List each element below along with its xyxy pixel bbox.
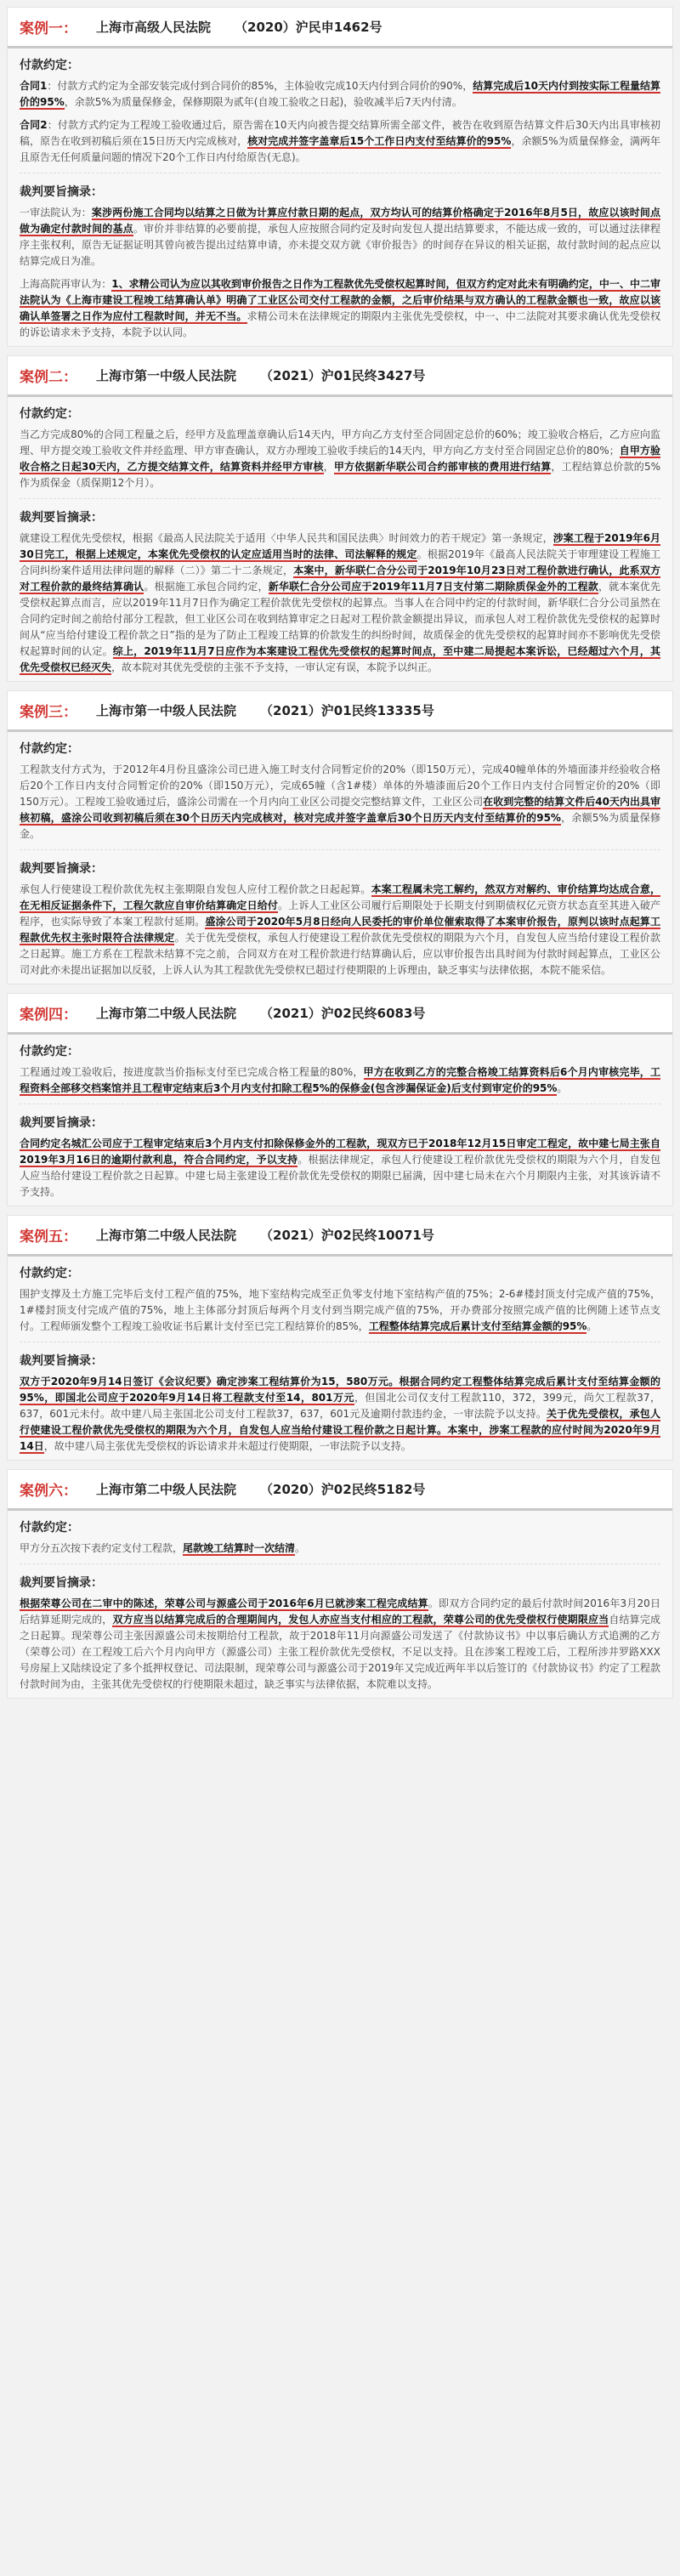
- text-segment: ，故本院对其优先受偿的主张不予支持，一审认定有误，本院予以纠正。: [111, 661, 439, 673]
- case-label: 案例六：: [20, 1483, 77, 1500]
- ruling-paragraph: [8, 203, 672, 275]
- text-segment: 工程通过竣工验收后，按进度款当价指标支付至已完成合格工程量的80%，: [20, 1066, 364, 1078]
- highlighted-text: 双方应当以结算完成后的合理期间内，发包人亦应当支付相应的工程款，荣尊公司的优先受偿权行使期限应当: [112, 1614, 609, 1626]
- case-label: 案例二：: [20, 369, 77, 386]
- ruling-section-title: 裁判要旨摘录：: [20, 862, 103, 876]
- highlighted-text: 根据荣尊公司在二审中的陈述，荣尊公司与源盛公司于2016年6月已就涉案工程完成结算: [20, 1597, 428, 1609]
- highlighted-text: 1、求精公司认为应以其收到审价报告之日作为工程款优先受偿权起算时间，但双方约定对此未有明确约定，中一、中二审法院认为《上海市建设工程竣工结算确认单》明确了工业区公司交付工程款的金额，之后审价结果与双方确认的工程款金额也一致，故应以该确认单签署之日作为应付工程款时间，并无不当。: [20, 278, 660, 322]
- section-divider: [20, 1563, 660, 1564]
- payment-section-title: 付款约定：: [20, 407, 79, 421]
- payment-section-title: 付款约定：: [20, 742, 79, 756]
- court-name: 上海市第一中级人民法院: [96, 703, 237, 718]
- payment-section-title: 付款约定：: [20, 1045, 79, 1058]
- text-segment: 上海高院再审认为：: [20, 278, 112, 290]
- text-segment: ，但国北公司仅支付工程款110，372，399元，尚欠工程款37，637，601元未付。故中建八局主张国北公司支付工程款37，637，601元及逾期付款违约金，一审法院予以支持。: [20, 1392, 660, 1420]
- ruling-paragraph: [8, 1594, 672, 1698]
- text-segment: ，余款5%为质量保修金，保修期限为贰年(自竣工验收之日起)，验收减半后7天内付清。: [64, 96, 462, 108]
- ruling-paragraph: [8, 880, 672, 984]
- ruling-section-title: 裁判要旨摘录：: [20, 1116, 103, 1130]
- payment-paragraph: [8, 1539, 672, 1562]
- highlighted-text: 在收到完整的结算文件后40天内出具审核初稿，盛涂公司收到初稿后须在30个日历天内完成核对，核对完成并签字盖章后30个日历天内支付至结算价的95%: [20, 796, 660, 824]
- text-segment: 。关于优先受偿权，承包人行使建设工程价款优先受偿权的期限为六个月，自发包人应当给付建设工程价款之日起算。施工方系在工程款未结算不完之前，合同双方在对工程价款进行结算确认后，应以审价报告出具时间为付款时间起算点，工业区公司对此亦未提出证据加以反驳，上诉人认为其工程款优先受偿权已超过行使期限的上诉理由，缺乏事实与法律依据，本院不能采信。: [20, 932, 660, 976]
- payment-paragraph: [8, 425, 672, 496]
- case-list: [0, 7, 680, 1699]
- highlighted-text: 综上，2019年11月7日应作为本案建设工程优先受偿权的起算时间点，至中建二局提起本案诉讼，已经超过六个月，其优先受偿权已经灭失: [20, 645, 660, 673]
- highlighted-text: 涉案工程于2019年6月30日完工，根据上述规定，本案优先受偿权的认定应适用当时的法律、司法解释的规定: [20, 532, 661, 560]
- payment-section-title: 付款约定：: [20, 59, 79, 72]
- text-segment: 当乙方完成80%的合同工程量之后，经甲方及监理盖章确认后14天内，甲方向乙方支付至合同固定总价的60%；竣工验收合格后，乙方应向监理、甲方提交竣工验收文件并经监理、甲方审查确认，双方办理竣工验收手续后的14天内，甲方向乙方支付至合同固定总价的80%；: [20, 428, 660, 457]
- text-segment: 求精公司未在法律规定的期限内主张优先受偿权，中一、中二法院对其要求确认优先受偿权的诉讼请求未予支持，本院予以认同。: [20, 310, 660, 338]
- payment-paragraph: [8, 1285, 672, 1340]
- payment-section-title: 付款约定：: [20, 1521, 79, 1535]
- highlighted-text: 核对完成并签字盖章后15个工作日内支付至结算价的95%: [247, 135, 512, 147]
- text-segment: 承包人行使建设工程价款优先权主张期限自发包人应付工程价款之日起起算。: [20, 883, 371, 895]
- text-segment: 围护支撑及土方施工完毕后支付工程产值的75%，地下室结构完成至正负零支付地下室结构产值的75%；2-6#楼封顶支付完成产值的75%，1#楼封顶支付完成产值的75%，地上主体部分封顶后每两个月支付到当期完成产值的75%，开办费部分按照完成产值的比例随上述节点支付。工程师颁发整个工程竣工验收证书后累计支付至已完工程结算价的85%，: [20, 1288, 660, 1332]
- highlighted-text: 工程整体结算完成后累计支付至结算金额的95%: [368, 1320, 587, 1332]
- case-card: [7, 690, 673, 984]
- case-label: 案例三：: [20, 704, 77, 721]
- text-segment: ，: [323, 461, 334, 473]
- text-segment: ，余额5%为质量保修金。: [20, 812, 660, 840]
- case-header: [8, 8, 672, 48]
- case-header: [8, 994, 672, 1035]
- highlighted-text: 合同约定名城汇公司应于工程审定结束后3个月内支付扣除保修金外的工程款，现双方已于2018年12月15日审定工程定，故中建七局主张自2019年3月16日的逾期付款利息，符合合同约定，予以支持: [20, 1138, 660, 1166]
- text-segment: 。根据法律规定，承包人行使建设工程价款优先受偿权的期限为六个月，自发包人应当给付建设工程价款之日起算。中建七局主张建设工程价款优先受偿权的期限已届满，因中建七局未在六个月期限内主张，对其该诉请不予支持。: [20, 1154, 660, 1198]
- case-label: 案例一：: [20, 20, 77, 37]
- case-card: [7, 1215, 673, 1461]
- case-number: （2021）沪02民终6083号: [260, 1006, 426, 1021]
- highlighted-text: 关于优先受偿权，承包人行使建设工程价款优先受偿权的期限为六个月，自发包人应当给付建设工程价款之日起计算。本案中，涉案工程款的应付时间为2020年9月14日: [20, 1408, 660, 1452]
- highlighted-text: 盛涂公司于2020年5月8日经向人民委托的审价单位催索取得了本案审价报告，原判以该时点起算工程款优先权主张时限符合法律规定: [20, 916, 660, 944]
- text-segment: ：付款方式约定为全部安装完成付到合同价的85%，主体验收完成10天内付到合同价的90%，: [47, 80, 473, 92]
- highlighted-text: 尾款竣工结算时一次结清: [183, 1542, 296, 1554]
- text-segment: 。: [295, 1542, 306, 1554]
- ruling-paragraph: [8, 1372, 672, 1460]
- highlighted-text: 甲方依据新华联公司合约部审核的费用进行结算: [333, 461, 552, 473]
- court-name: 上海市第二中级人民法院: [96, 1482, 237, 1497]
- payment-paragraph: [8, 1063, 672, 1102]
- ruling-paragraph: [8, 275, 672, 346]
- text-segment: 。根据2019年《最高人民法院关于审理建设工程施工合同纠纷案件适用法律问题的解释（二）》第二十二条规定，: [20, 548, 661, 576]
- case-header: [8, 1470, 672, 1511]
- case-card: [7, 993, 673, 1206]
- payment-paragraph: [8, 760, 672, 848]
- court-name: 上海市高级人民法院: [96, 20, 212, 35]
- case-label: 案例五：: [20, 1228, 77, 1245]
- ruling-section-title: 裁判要旨摘录：: [20, 1354, 103, 1368]
- case-header: [8, 356, 672, 397]
- text-segment: ，就本案优先受偿权起算点而言，应以2019年11月7日作为确定工程价款优先受偿权的起算点。当事人在合同中约定的付款时间，新华联仁合分公司虽然在合同约定时间之前给付部分工程款，但工业区公司在收到结算审定之日起对工程价款金额提出异议，而承包人对工程价款优先受偿权的起算时间从“应当给付建设工程价款之日”指的是为了防止工程竣工结算的价款发生的纠纷时间，故质保金的优先受偿权的起算时间亦不影响优先受偿权起算时间的认定。: [20, 581, 660, 657]
- highlighted-text: 双方于2020年9月14日签订《会议纪要》确定涉案工程结算价为15，580万元。根据合同约定工程整体结算完成后累计支付至结算金额的95%，即国北公司应于2020年9月14日将工程款支付至14，801万元: [20, 1376, 660, 1404]
- case-card: [7, 1469, 673, 1699]
- section-divider: [20, 849, 660, 850]
- text-segment: 合同1: [20, 80, 48, 92]
- case-card: [7, 355, 673, 682]
- payment-paragraph: [8, 77, 672, 116]
- text-segment: 。审价并非结算的必要前提，承包人应按照合同约定及时向发包人提出结算要求，不能达成一致的，可以通过法律程序主张权利，原告无证据证明其曾向被告提出过结算申请，亦未提交双方就《审价报告》的时间存在异议的相关证据，故付款时间的起点应以结算完成日为准。: [20, 223, 660, 267]
- case-card: [7, 7, 673, 347]
- ruling-paragraph: [8, 529, 672, 681]
- text-segment: ，余额5%为质量保修金，满两年且原告无任何质量问题的情况下20个工作日内付给原告(无息)。: [20, 135, 660, 163]
- text-segment: 。根据施工承包合同约定，: [144, 581, 269, 593]
- court-name: 上海市第二中级人民法院: [96, 1228, 237, 1243]
- highlighted-text: 新华联仁合分公司应于2019年11月7日支付第二期除质保金外的工程款: [268, 581, 598, 593]
- highlighted-text: 甲方在收到乙方的完整合格竣工结算资料后6个月内审核完毕，工程资料全部移交档案馆并且工程审定结束后3个月内支付扣除工程5%的保修金(包含涉漏保证金)后支付到审定价的95%: [20, 1066, 660, 1094]
- text-segment: ，故中建八局主张优先受偿权的诉讼请求并未超过行使期限，一审法院予以支持。: [43, 1440, 411, 1452]
- payment-paragraph: [8, 116, 672, 171]
- case-number: （2021）沪01民终3427号: [260, 368, 426, 383]
- text-segment: 工程款支付方式为，于2012年4月份且盛涂公司已进入施工时支付合同暂定价的20%（即150万元），完成40幢单体的外墙面漆并经验收合格后20个工作日内支付合同暂定价的20%（即150万元），完成65幢（含1#楼）单体的外墙漆面后20个工作日内支付合同暂定价的20%（即150万元）。工程竣工验收通过后，盛涂公司需在一个月内向工业区公司提交完整结算文件，工业区公司: [20, 763, 660, 808]
- text-segment: 合同2: [20, 119, 48, 131]
- case-number: （2021）沪01民终13335号: [260, 703, 434, 718]
- text-segment: 。: [557, 1082, 568, 1094]
- text-segment: 。: [586, 1320, 598, 1332]
- text-segment: 甲方分五次按下表约定支付工程款，: [20, 1542, 184, 1554]
- text-segment: 。上诉人工业区公司履行后期限处于长期支付到期债权亿元资方状态直至其进入破产程序，也实际导致了本案工程款付延期。: [20, 899, 660, 928]
- ruling-paragraph: [8, 1134, 672, 1206]
- case-number: （2021）沪02民终10071号: [260, 1228, 434, 1243]
- case-header: [8, 691, 672, 732]
- highlighted-text: 本案工程属未完工解约，然双方对解约、审价结算均达成合意，在无相反证据条件下，工程欠款应自审价结算确定日给付: [20, 883, 660, 911]
- highlighted-text: 自甲方验收合格之日起30天内，乙方提交结算文件，结算资料并经甲方审核: [20, 445, 660, 473]
- highlighted-text: 本案中，新华联仁合分公司于2019年10月23日对工程价款进行确认，此系双方对工程价款的最终结算确认: [20, 565, 660, 593]
- ruling-section-title: 裁判要旨摘录：: [20, 511, 103, 525]
- ruling-section-title: 裁判要旨摘录：: [20, 1576, 103, 1590]
- ruling-section-title: 裁判要旨摘录：: [20, 185, 103, 199]
- highlighted-text: 案涉两份施工合同均以结算之日做为计算应付款日期的起点，双方均认可的结算价格确定于2016年8月5日，故应以该时间点做为确定付款时间的基点: [20, 207, 660, 235]
- payment-section-title: 付款约定：: [20, 1267, 79, 1280]
- highlighted-text: 结算完成后10天内付到按实际工程量结算价的95%: [20, 80, 661, 108]
- case-number: （2020）沪民申1462号: [235, 20, 382, 35]
- court-name: 上海市第二中级人民法院: [96, 1006, 237, 1021]
- court-name: 上海市第一中级人民法院: [96, 368, 237, 383]
- case-header: [8, 1216, 672, 1257]
- case-number: （2020）沪02民终5182号: [260, 1482, 426, 1497]
- text-segment: 自结算完成之日起算。现荣尊公司主张因源盛公司未按期给付工程款，故于2018年11月向源盛公司发送了《付款协议书》中以事后确认方式追溯的乙方（荣尊公司）在工程竣工后六个月内向甲方（源盛公司）主张工程价款优先受偿权，不足以支持。且在涉案工程竣工后，工程所涉井罗路XXX号房屋上又陆续设定了多个抵押权登记、司法限制，现荣尊公司与源盛公司于2019年又完成近两年半以后签订的《付款协议书》约定了工程款付款时间为由，主张其优先受偿权的行使期限未超过，缺乏事实与法律依据，本院难以支持。: [20, 1614, 660, 1690]
- text-segment: 。即双方合同约定的最后付款时间2016年3月20日后结算延期完成的，: [20, 1597, 660, 1626]
- case-label: 案例四：: [20, 1007, 77, 1024]
- text-segment: 就建设工程优先受偿权，根据《最高人民法院关于适用〈中华人民共和国民法典〉时间效力的若干规定》第一条规定，: [20, 532, 553, 544]
- text-segment: 一审法院认为：: [20, 207, 92, 218]
- section-divider: [20, 498, 660, 499]
- text-segment: ，工程结算总价款的5%作为质保金（质保期12个月）。: [20, 461, 660, 489]
- text-segment: ：付款方式约定为工程竣工验收通过后，原告需在10天内向被告提交结算所需全部文件，被告在收到原告结算文件后30天内出具审核初稿，原告在收到初稿后须在15日历天内完成核对，: [20, 119, 660, 147]
